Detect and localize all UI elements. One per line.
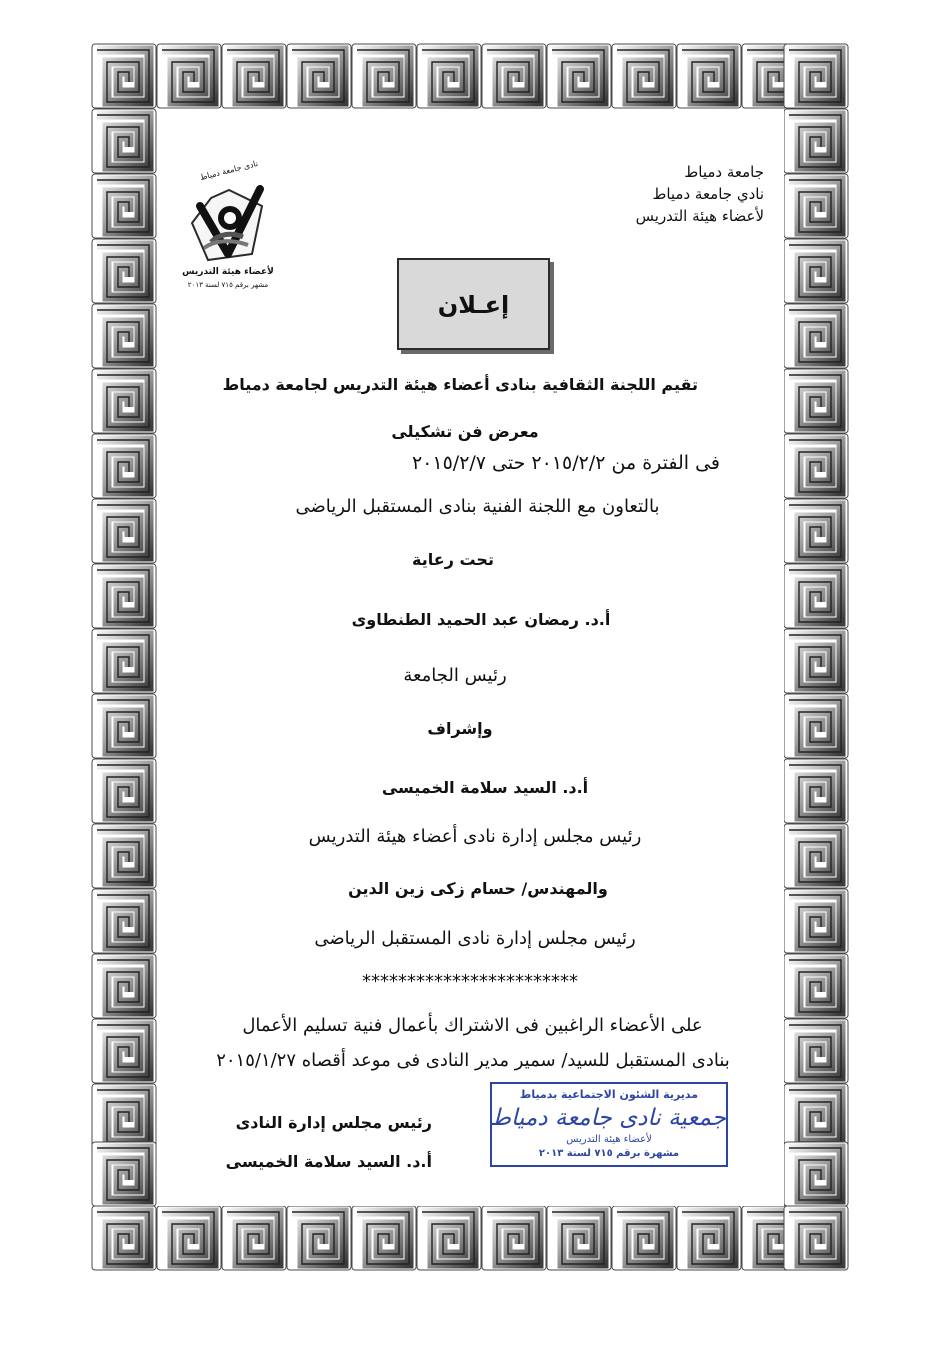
header-club: نادي جامعة دمياط bbox=[652, 185, 764, 203]
announcement-title: إعـلان bbox=[437, 291, 510, 319]
header-block bbox=[590, 162, 764, 232]
patron-title: رئيس الجامعة bbox=[403, 665, 507, 686]
club-stamp bbox=[490, 1082, 728, 1167]
patron-name: أ.د. رمضان عبد الحميد الطنطاوى bbox=[351, 610, 611, 629]
logo-bottom-text-2: مشهر برقم ٧١٥ لسنة ٢٠١٣ bbox=[187, 281, 269, 289]
announcement-title-box bbox=[397, 258, 550, 350]
supervisor-1-title: رئيس مجلس إدارة نادى أعضاء هيئة التدريس bbox=[308, 826, 642, 847]
cooperation-line: بالتعاون مع اللجنة الفنية بنادى المستقبل الرياضى bbox=[295, 496, 660, 517]
supervisor-1-name: أ.د. السيد سلامة الخميسى bbox=[381, 778, 589, 797]
patronage-label: تحت رعاية bbox=[412, 550, 494, 569]
stamp-line-1: مديرية الشئون الاجتماعية بدمياط bbox=[519, 1088, 699, 1101]
header-faculty: لأعضاء هيئة التدريس bbox=[635, 207, 764, 225]
border-right bbox=[784, 109, 848, 1206]
border-top bbox=[92, 44, 848, 108]
logo-bottom-text-1: لأعضاء هيئة التدريس bbox=[182, 267, 274, 277]
logo-top-text: نادى جامعة دمياط bbox=[199, 158, 259, 183]
stamp-line-4: مشهرة برقم ٧١٥ لسنة ٢٠١٣ bbox=[538, 1148, 680, 1159]
notice-line-2: بنادى المستقبل للسيد/ سمير مدير النادى فى موعد أقصاه ٢٠١٥/١/٢٧ bbox=[216, 1050, 730, 1071]
stamp-line-3: لأعضاء هيئة التدريس bbox=[566, 1134, 652, 1145]
border-bottom bbox=[92, 1206, 848, 1270]
supervisor-2-title: رئيس مجلس إدارة نادى المستقبل الرياضى bbox=[314, 928, 636, 949]
logo-emblem-icon bbox=[180, 176, 276, 272]
header-university: جامعة دمياط bbox=[684, 163, 764, 181]
supervision-label: وإشراف bbox=[427, 719, 493, 738]
club-logo bbox=[180, 158, 276, 296]
stamp-line-2: جمعية نادى جامعة دمياط bbox=[489, 1105, 726, 1131]
border-left bbox=[92, 109, 156, 1206]
organizer-line: تقيم اللجنة الثقافية بنادى أعضاء هيئة التدريس لجامعة دمياط bbox=[222, 375, 698, 394]
exhibition-line: معرض فن تشكيلى bbox=[391, 422, 539, 441]
notice-line-1: على الأعضاء الراغبين فى الاشتراك بأعمال فنية تسليم الأعمال bbox=[242, 1015, 703, 1036]
signature-name: أ.د. السيد سلامة الخميسى bbox=[225, 1152, 432, 1171]
signature-title: رئيس مجلس إدارة النادى bbox=[235, 1113, 432, 1132]
period-line: فى الفترة من ٢٠١٥/٢/٢ حتى ٢٠١٥/٢/٧ bbox=[411, 452, 720, 474]
separator-line: ************************ bbox=[362, 971, 578, 992]
supervisor-2-name: والمهندس/ حسام زكى زين الدين bbox=[348, 879, 608, 898]
